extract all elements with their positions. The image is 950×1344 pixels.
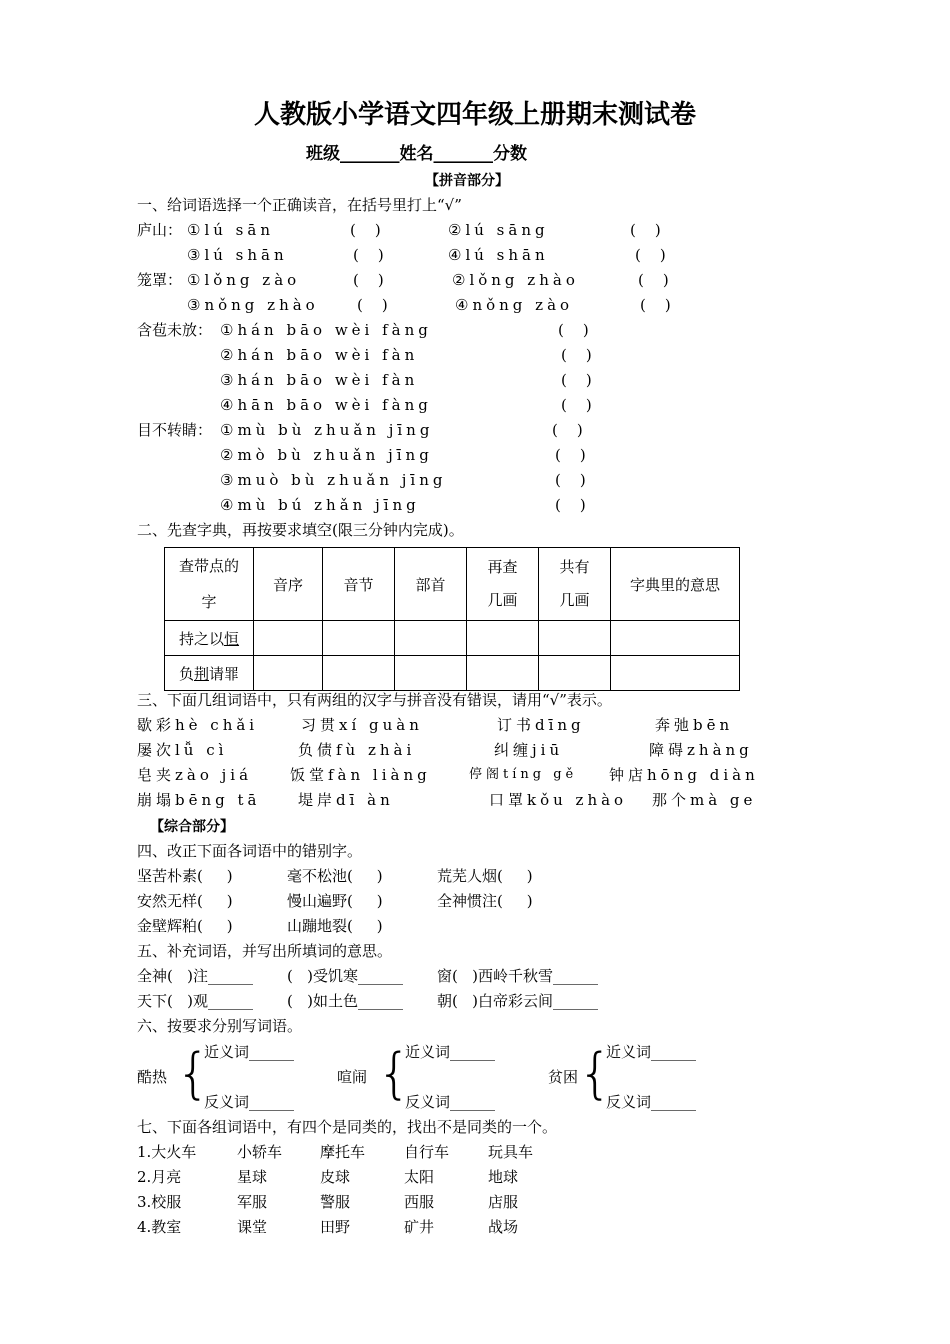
q6-word: 贫困: [548, 1068, 579, 1086]
table-cell[interactable]: [323, 621, 395, 656]
q3-word: 皂夹zào jiá: [137, 766, 253, 784]
q7-word: 田野: [320, 1218, 351, 1236]
q1-option: ①hán bāo wèi fàng: [220, 321, 432, 339]
q1-heading: 一、给词语选择一个正确读音，在括号里打上“√”: [137, 196, 462, 214]
table-row-label: 持之以恒: [165, 621, 254, 656]
table-header: 查带点的 字: [165, 548, 254, 621]
table-cell[interactable]: [611, 656, 740, 691]
q3-word: 堤岸dī àn: [298, 791, 394, 809]
q1-option: ④mù bú zhǎn jīng: [220, 496, 420, 514]
answer-paren[interactable]: ( ): [640, 296, 671, 314]
table-cell[interactable]: [611, 621, 740, 656]
q6-synonym[interactable]: 近义词______: [606, 1043, 697, 1061]
q5-item[interactable]: ( )受饥寒______: [287, 967, 404, 985]
q3-word: 订书dīng: [497, 716, 585, 734]
q7-word: 皮球: [320, 1168, 351, 1186]
q7-word: 星球: [237, 1168, 268, 1186]
q7-word: 1.大火车: [137, 1143, 197, 1161]
q5-item[interactable]: 全神( )注______: [137, 967, 254, 985]
table-cell[interactable]: [467, 621, 539, 656]
table-cell[interactable]: [323, 656, 395, 691]
q2-heading: 二、先查字典，再按要求填空(限三分钟内完成)。: [137, 521, 464, 539]
q4-item[interactable]: 慢山遍野( ): [287, 892, 383, 910]
table-cell[interactable]: [395, 621, 467, 656]
q7-word: 2.月亮: [137, 1168, 182, 1186]
left-brace-icon: {: [176, 1042, 211, 1105]
q3-word: 钟店hōng diàn: [609, 766, 759, 784]
q4-item[interactable]: 金壁辉粕( ): [137, 917, 233, 935]
q5-item[interactable]: 天下( )观______: [137, 992, 254, 1010]
q1-option: ③nǒng zhào: [187, 296, 319, 314]
q3-word: 那个mà ge: [652, 791, 757, 809]
q7-word: 3.校服: [137, 1193, 182, 1211]
table-header: 音节: [323, 548, 395, 621]
q3-word: 习贯xí guàn: [301, 716, 423, 734]
table-row-label: 负荆请罪: [165, 656, 254, 691]
q1-option: ①lǒng zào: [187, 271, 301, 289]
class-blank[interactable]: _______: [340, 144, 400, 164]
answer-paren[interactable]: ( ): [561, 396, 592, 414]
q7-word: 玩具车: [488, 1143, 534, 1161]
q7-word: 矿井: [404, 1218, 435, 1236]
q3-word: 口罩kǒu zhào: [489, 791, 628, 809]
q7-word: 太阳: [404, 1168, 435, 1186]
q1-item-label: 笼罩：: [137, 271, 183, 289]
q7-word: 摩托车: [320, 1143, 366, 1161]
q4-heading: 四、改正下面各词语中的错别字。: [137, 842, 363, 860]
header-fields: [306, 143, 527, 165]
q3-word: 崩塌bēng tā: [137, 791, 261, 809]
answer-paren[interactable]: ( ): [555, 496, 586, 514]
q7-word: 地球: [488, 1168, 519, 1186]
q3-word: 歇彩hè chǎi: [137, 716, 259, 734]
q5-heading: 五、补充词语，并写出所填词的意思。: [137, 942, 393, 960]
answer-paren[interactable]: ( ): [350, 221, 381, 239]
q7-word: 军服: [237, 1193, 268, 1211]
q6-antonym[interactable]: 反义词______: [204, 1093, 295, 1111]
table-cell[interactable]: [395, 656, 467, 691]
table-header: 再查 几画: [467, 548, 539, 621]
left-brace-icon: {: [377, 1042, 412, 1105]
q1-item-label: 含苞未放：: [137, 321, 213, 339]
q1-option: ①mù bù zhuǎn jīng: [220, 421, 434, 439]
name-blank[interactable]: _______: [433, 144, 493, 164]
table-cell[interactable]: [467, 656, 539, 691]
table-cell[interactable]: [539, 621, 611, 656]
q4-item[interactable]: 安然无样( ): [137, 892, 233, 910]
table-cell[interactable]: [254, 621, 323, 656]
q1-option: ④nǒng zào: [455, 296, 574, 314]
q3-word: 屡次lǚ cì: [137, 741, 228, 759]
answer-paren[interactable]: ( ): [552, 421, 583, 439]
q4-item[interactable]: 毫不松池( ): [287, 867, 383, 885]
answer-paren[interactable]: ( ): [638, 271, 669, 289]
q3-heading: 三、下面几组词语中，只有两组的汉字与拼音没有错误，请用“√”表示。: [137, 691, 612, 709]
q3-word: 纠缠jiū: [494, 741, 564, 759]
table-header: 部首: [395, 548, 467, 621]
answer-paren[interactable]: ( ): [353, 246, 384, 264]
q6-antonym[interactable]: 反义词______: [405, 1093, 496, 1111]
q5-item[interactable]: 窗( )西岭千秋雪______: [437, 967, 599, 985]
q7-word: 战场: [488, 1218, 519, 1236]
q6-synonym[interactable]: 近义词______: [204, 1043, 295, 1061]
q1-option: ④lú shān: [448, 246, 549, 264]
answer-paren[interactable]: ( ): [561, 346, 592, 364]
q4-item[interactable]: 坚苦朴素( ): [137, 867, 233, 885]
q6-antonym[interactable]: 反义词______: [606, 1093, 697, 1111]
table-header: 音序: [254, 548, 323, 621]
q7-heading: 七、下面各组词语中，有四个是同类的，找出不是同类的一个。: [137, 1118, 558, 1136]
q4-item[interactable]: 荒芜人烟( ): [437, 867, 533, 885]
q3-word: 障碍zhàng: [649, 741, 753, 759]
answer-paren[interactable]: ( ): [558, 321, 589, 339]
q7-word: 自行车: [404, 1143, 450, 1161]
dictionary-table: [164, 547, 740, 691]
q1-option: ②lú sāng: [448, 221, 549, 239]
answer-paren[interactable]: ( ): [630, 221, 661, 239]
q1-option: ③muò bù zhuǎn jīng: [220, 471, 447, 489]
table-header: 共有 几画: [539, 548, 611, 621]
answer-paren[interactable]: ( ): [561, 371, 592, 389]
answer-paren[interactable]: ( ): [555, 471, 586, 489]
table-cell[interactable]: [254, 656, 323, 691]
q7-word: 4.教室: [137, 1218, 182, 1236]
q3-word: 奔弛bēn: [655, 716, 734, 734]
section-zonghe-heading: 【综合部分】: [150, 819, 234, 835]
q3-word: 停阁tíng gě: [469, 767, 578, 782]
q1-item-label: 目不转睛：: [137, 421, 213, 439]
q7-word: 警服: [320, 1193, 351, 1211]
answer-paren[interactable]: ( ): [353, 271, 384, 289]
class-label: 班级: [306, 144, 340, 164]
q5-item[interactable]: 朝( )白帝彩云间______: [437, 992, 599, 1010]
q6-heading: 六、按要求分别写词语。: [137, 1017, 303, 1035]
q1-option: ④hān bāo wèi fàng: [220, 396, 432, 414]
q1-option: ②mò bù zhuǎn jīng: [220, 446, 433, 464]
q7-word: 店服: [488, 1193, 519, 1211]
q7-word: 西服: [404, 1193, 435, 1211]
q1-option: ③hán bāo wèi fàn: [220, 371, 419, 389]
answer-paren[interactable]: ( ): [357, 296, 388, 314]
q1-item-label: 庐山：: [137, 221, 183, 239]
q7-word: 课堂: [237, 1218, 268, 1236]
q1-option: ①lú sān: [187, 221, 274, 239]
answer-paren[interactable]: ( ): [635, 246, 666, 264]
q7-word: 小轿车: [237, 1143, 283, 1161]
q4-item[interactable]: 全神惯注( ): [437, 892, 533, 910]
answer-paren[interactable]: ( ): [555, 446, 586, 464]
q1-option: ③lú shān: [187, 246, 288, 264]
q6-synonym[interactable]: 近义词______: [405, 1043, 496, 1061]
q5-item[interactable]: ( )如土色______: [287, 992, 404, 1010]
table-cell[interactable]: [539, 656, 611, 691]
score-label: 分数: [493, 144, 527, 164]
section-pinyin-heading: 【拼音部分】: [425, 173, 509, 189]
q6-word: 酷热: [137, 1068, 168, 1086]
q6-word: 喧闹: [337, 1068, 368, 1086]
name-label: 姓名: [399, 144, 434, 164]
q3-word: 饭堂fàn liàng: [290, 766, 431, 784]
left-brace-icon: {: [578, 1042, 613, 1105]
table-header: 字典里的意思: [611, 548, 740, 621]
q4-item[interactable]: 山蹦地裂( ): [287, 917, 383, 935]
q3-word: 负债fù zhài: [298, 741, 416, 759]
q1-option: ②lǒng zhào: [452, 271, 579, 289]
q1-option: ②hán bāo wèi fàn: [220, 346, 419, 364]
page-title: 人教版小学语文四年级上册期末测试卷: [253, 100, 696, 130]
